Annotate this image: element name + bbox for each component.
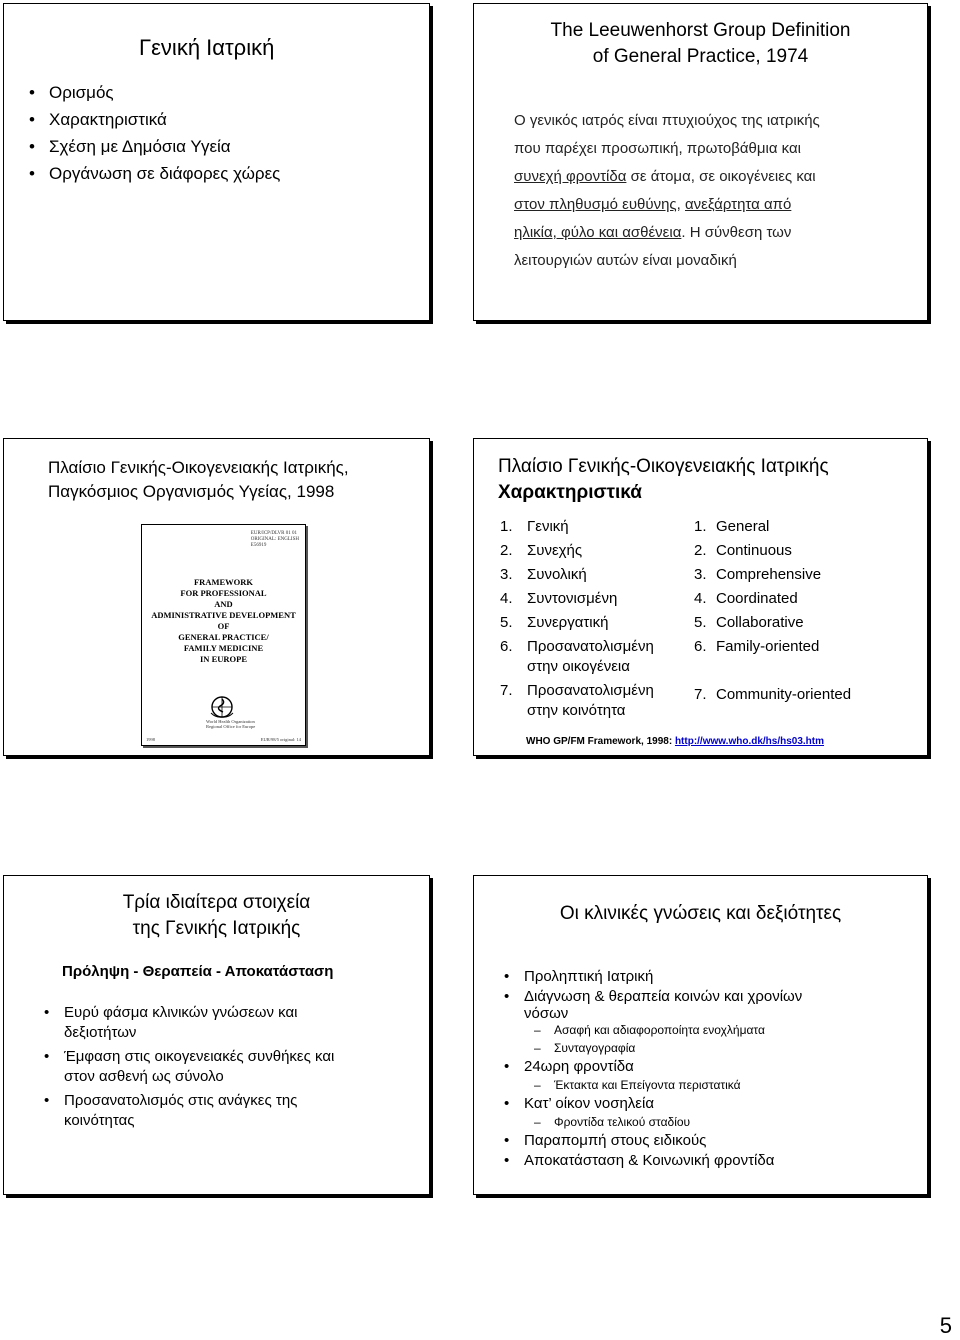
ref-line: ORIGINAL: ENGLISH [250,537,299,542]
cover-organization [206,719,255,729]
item-label: Collaborative [716,614,804,631]
list-item: • Σχέση με Δημόσια Υγεία [29,133,280,160]
list-item [694,683,851,707]
item-number: 7. [694,686,707,703]
org-line: Regional Office for Europe [206,724,256,729]
item-line: • Διάγνωση & θεραπεία κοινών και χρονίων [524,988,803,1005]
item-label: Συνεχής [527,542,583,559]
list-item [500,515,569,539]
org-line: World Health Organization [206,719,255,724]
list-item-continuation: στην κοινότητα [527,702,626,719]
slide-who-framework [3,438,430,756]
title-line-bold: Χαρακτηριστικά [498,482,642,503]
ref-line: E56919 [250,543,267,548]
list-item: • Οργάνωση σε διάφορες χώρες [29,160,280,187]
emphasis: ανεξάρτητα από [684,196,792,213]
list-item: • Παραπομπή στους ειδικούς [504,1131,802,1150]
cover-title-line: AND [214,599,233,609]
skills-bullets [504,1094,802,1113]
item-number: 5. [500,614,513,631]
list-item [44,1003,334,1043]
list-item: • Χαρακτηριστικά [29,106,280,133]
list-item [694,635,819,659]
list-item [694,587,798,611]
ref-line: EUR/ICP/DLVR 01 01 [250,531,298,536]
item-label: Προσανατολισμένη [527,638,654,655]
definition-line: λειτουργιών αυτών είναι μοναδική [514,252,737,269]
who-emblem-icon [208,695,236,719]
list-item [694,563,821,587]
list-item [500,563,587,587]
cover-footer-right: EUR/98/5 original: 14 [260,737,301,742]
cover-title [142,577,305,665]
definition-line: που παρέχει προσωπική, πρωτοβάθμια και [514,140,801,157]
title-line: Πλαίσιο Γενικής-Οικογενειακής Ιατρικής, [48,458,349,477]
slide-title: Γενική Ιατρική [139,35,275,60]
item-number: 4. [694,590,707,607]
cover-title-line: FAMILY MEDICINE [183,643,264,653]
topic-list [29,79,280,187]
item-number: 4. [500,590,513,607]
cover-reference [251,531,299,549]
skills-list [504,967,802,1170]
cover-title-line: GENERAL PRACTICE/ [178,632,269,642]
source-link[interactable]: http://www.who.dk/hs/hs03.htm [674,736,825,747]
cover-title-line: ADMINISTRATIVE DEVELOPMENT [151,610,296,620]
skills-bullets [504,1057,802,1076]
emphasis: συνεχή φροντίδα [514,168,627,185]
emphasis: στον πληθυσμό ευθύνης [514,196,677,213]
cover-title-line: FRAMEWORK [193,577,254,587]
title-line: της Γενικής Ιατρικής [132,918,301,939]
item-label: Συντονισμένη [527,590,618,607]
list-item [694,611,804,635]
item-label: Comprehensive [716,566,822,583]
list-item [44,1047,334,1087]
cover-footer-left: 1998 [146,737,155,742]
sub-list [504,1021,802,1057]
slide-subtitle: Πρόληψη - Θεραπεία - Αποκατάσταση [62,963,334,980]
item-line: στον ασθενή ως σύνολο [64,1068,224,1085]
slide-general-medicine [3,3,430,321]
text-segment: σε άτομα, σε οικογένειες και [626,168,816,185]
item-line: κοινότητας [64,1112,135,1129]
page-number: 5 [939,1313,952,1338]
slide-clinical-skills [473,875,928,1195]
item-line: • Προσανατολισμός στις ανάγκες της [64,1092,298,1109]
item-label: Προσανατολισμένη [527,682,654,699]
item-number: 6. [500,638,513,655]
sub-list [504,1113,802,1131]
item-number: 2. [500,542,513,559]
source-citation [526,736,824,747]
text-segment: . Η σύνθεση των [681,224,792,241]
item-number: 3. [694,566,707,583]
source-text: WHO GP/FM Framework, 1998: [526,736,675,747]
definition-text [514,107,820,275]
slide-three-elements [3,875,430,1195]
definition-line: Ο γενικός ιατρός είναι πτυχιούχος της ιατρικής [514,112,820,129]
list-item: • 24ωρη φροντίδα [504,1057,802,1076]
item-number: 2. [694,542,707,559]
slide-title [48,456,349,504]
item-number: 1. [694,518,707,535]
cover-title-line: IN EUROPE [200,654,247,664]
title-line: of General Practice, 1974 [592,46,809,67]
slide-title: Οι κλινικές γνώσεις και δεξιότητες [559,903,842,924]
text-segment: , [676,196,685,213]
slide-title [4,890,429,942]
cover-title-line: FOR PROFESSIONAL [180,588,267,598]
document-cover-image [141,524,306,746]
sub-item: – Φροντίδα τελικού σταδίου [530,1113,802,1131]
list-item: • Ορισμός [29,79,280,106]
cover-title-line: OF [217,621,230,631]
list-item [694,539,792,563]
item-number: 5. [694,614,707,631]
slide-characteristics [473,438,928,756]
title-line: Τρία ιδιαίτερα στοιχεία [122,892,311,913]
list-item [694,515,769,539]
item-label: Coordinated [716,590,798,607]
item-line: • Έμφαση στις οικογενειακές συνθήκες και [64,1048,335,1065]
element-list [44,1003,334,1131]
item-label: Community-oriented [716,686,852,703]
item-line: νόσων [524,1005,569,1022]
sub-item: – Συνταγογραφία [530,1039,802,1057]
item-label: Continuous [716,542,792,559]
slide-title [498,454,829,506]
list-item [500,587,617,611]
item-number: 6. [694,638,707,655]
definition-line [514,163,820,191]
list-item-continuation: στην οικογένεια [527,658,630,675]
item-label: Γενική [527,518,569,535]
item-label: General [716,518,770,535]
list-item [500,539,582,563]
sub-item: – Ασαφή και αδιαφοροποίητα ενοχλήματα [530,1021,802,1039]
emphasis: ηλικία, φύλο και ασθένεια [514,224,682,241]
title-line: Παγκόσμιος Οργανισμός Υγείας, 1998 [48,482,335,501]
list-item [44,1091,334,1131]
title-line: The Leeuwenhorst Group Definition [550,20,851,41]
list-item [500,611,608,635]
item-number: 1. [500,518,513,535]
cover-footer [146,737,301,742]
definition-line [514,191,820,219]
definition-line [514,219,820,247]
title-line: Πλαίσιο Γενικής-Οικογενειακής Ιατρικής [498,456,829,477]
item-number: 7. [500,682,513,699]
item-line: δεξιοτήτων [64,1024,137,1041]
item-label: Family-oriented [716,638,820,655]
item-line: • Ευρύ φάσμα κλινικών γνώσεων και [64,1004,298,1021]
sub-item: – Έκτακτα και Επείγοντα περιστατικά [530,1076,802,1094]
list-item: • Αποκατάσταση & Κοινωνική φροντίδα [504,1151,802,1170]
list-item: • Κατ’ οίκον νοσηλεία [504,1094,802,1113]
list-item [504,987,802,1021]
list-item: • Προληπτική Ιατρική [504,967,802,986]
slide-leeuwenhorst-definition [473,3,928,321]
skills-bullets [504,967,802,1021]
slide-title [474,18,927,70]
item-label: Συνολική [527,566,587,583]
sub-list [504,1076,802,1094]
skills-bullets [504,1131,802,1170]
item-number: 3. [500,566,513,583]
item-label: Συνεργατική [527,614,609,631]
